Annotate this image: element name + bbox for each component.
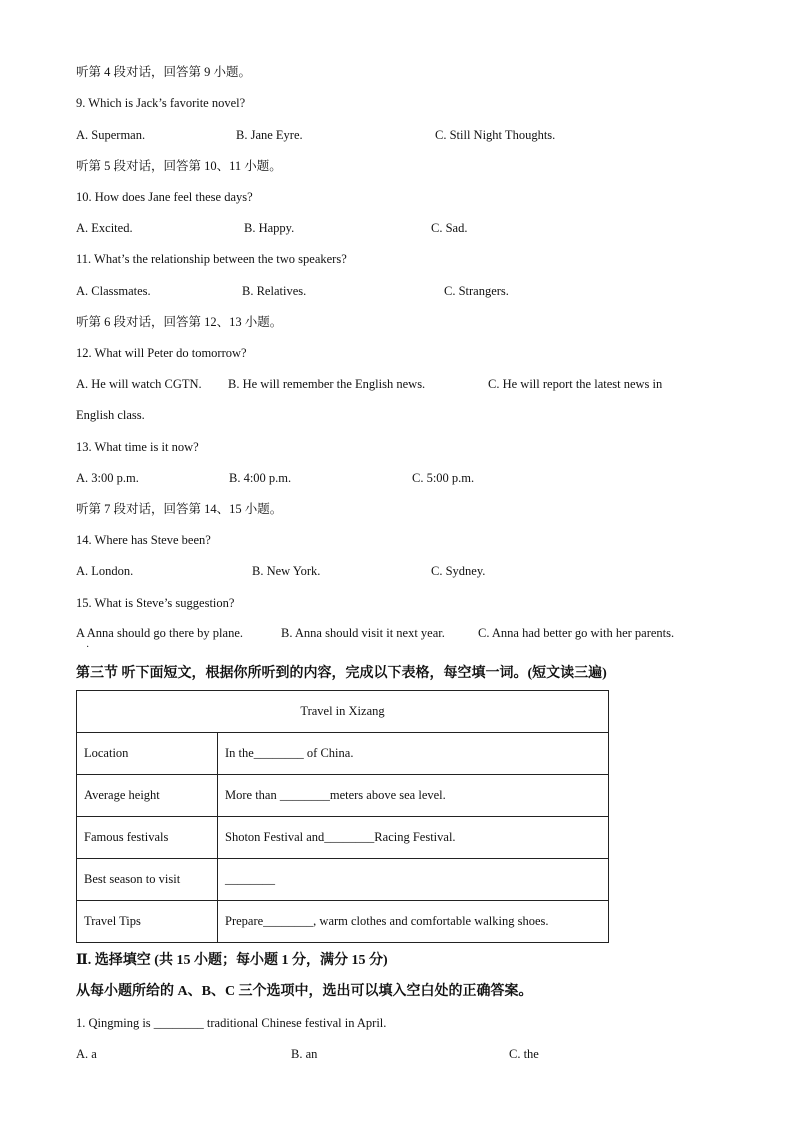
q15-option-a: A Anna should go there by plane. (76, 626, 243, 640)
q14-option-c: C. Sydney. (431, 564, 486, 578)
table-row (77, 901, 609, 943)
q10-option-b: B. Happy. (244, 221, 295, 235)
q9-option-a: A. Superman. (76, 128, 146, 142)
part2-q1-option-c: C. the (509, 1047, 539, 1061)
question-15: 15. What is Steve’s suggestion? (76, 596, 235, 610)
table-title: Travel in Xizang (77, 691, 609, 733)
q10-option-c: C. Sad. (431, 221, 468, 235)
row-label: Average height (77, 775, 218, 817)
part2-q1-option-a: A. a (76, 1047, 97, 1061)
q12-option-c: C. He will report the latest news in (488, 377, 663, 391)
part2-instruction: 从每小题所给的 A、B、C 三个选项中，选出可以填入空白处的正确答案。 (76, 984, 533, 999)
q9-option-c: C. Still Night Thoughts. (435, 128, 556, 142)
part2-question-1: 1. Qingming is ________ traditional Chinese festival in April. (76, 1016, 387, 1030)
row-label: Best season to visit (77, 859, 218, 901)
question-14: 14. Where has Steve been? (76, 533, 211, 547)
table-row (77, 859, 609, 901)
instruction-dialogue-7: 听第 7 段对话，回答第 14、15 小题。 (76, 502, 283, 516)
q11-option-c: C. Strangers. (444, 284, 509, 298)
instruction-dialogue-4: 听第 4 段对话，回答第 9 小题。 (76, 65, 252, 79)
q14-option-a: A. London. (76, 564, 134, 578)
question-9: 9. Which is Jack’s favorite novel? (76, 96, 246, 110)
q12-option-a: A. He will watch CGTN. (76, 377, 202, 391)
part2-heading: Ⅱ. 选择填空 (共 15 小题；每小题 1 分，满分 15 分) (76, 953, 388, 968)
q12-option-c-continuation: English class. (76, 408, 145, 422)
table-row (77, 733, 609, 775)
row-content: ________ (218, 859, 609, 901)
q12-option-b: B. He will remember the English news. (228, 377, 426, 391)
q13-option-b: B. 4:00 p.m. (229, 471, 292, 485)
question-13: 13. What time is it now? (76, 440, 199, 454)
q10-option-a: A. Excited. (76, 221, 133, 235)
part2-q1-option-b: B. an (291, 1047, 318, 1061)
travel-table (76, 690, 609, 943)
question-10: 10. How does Jane feel these days? (76, 190, 253, 204)
q13-option-c: C. 5:00 p.m. (412, 471, 475, 485)
q9-option-b: B. Jane Eyre. (236, 128, 303, 142)
section3-heading: 第三节 听下面短文，根据你所听到的内容，完成以下表格，每空填一词。(短文读三遍) (76, 666, 607, 681)
q15-option-c: C. Anna had better go with her parents. (478, 626, 675, 640)
row-label: Location (77, 733, 218, 775)
question-11: 11. What’s the relationship between the two speakers? (76, 252, 347, 266)
question-12: 12. What will Peter do tomorrow? (76, 346, 247, 360)
q11-option-b: B. Relatives. (242, 284, 307, 298)
instruction-dialogue-5: 听第 5 段对话，回答第 10、11 小题。 (76, 159, 282, 173)
row-label: Travel Tips (77, 901, 218, 943)
q14-option-b: B. New York. (252, 564, 321, 578)
stray-dot: · (86, 642, 90, 653)
q13-option-a: A. 3:00 p.m. (76, 471, 139, 485)
q15-option-b: B. Anna should visit it next year. (281, 626, 445, 640)
q11-option-a: A. Classmates. (76, 284, 151, 298)
row-content: More than ________meters above sea level. (218, 775, 609, 817)
table-row (77, 817, 609, 859)
row-content: In the________ of China. (218, 733, 609, 775)
row-content: Prepare________, warm clothes and comfortable walking shoes. (218, 901, 609, 943)
row-label: Famous festivals (77, 817, 218, 859)
table-row (77, 775, 609, 817)
row-content: Shoton Festival and________Racing Festival. (218, 817, 609, 859)
instruction-dialogue-6: 听第 6 段对话，回答第 12、13 小题。 (76, 315, 283, 329)
